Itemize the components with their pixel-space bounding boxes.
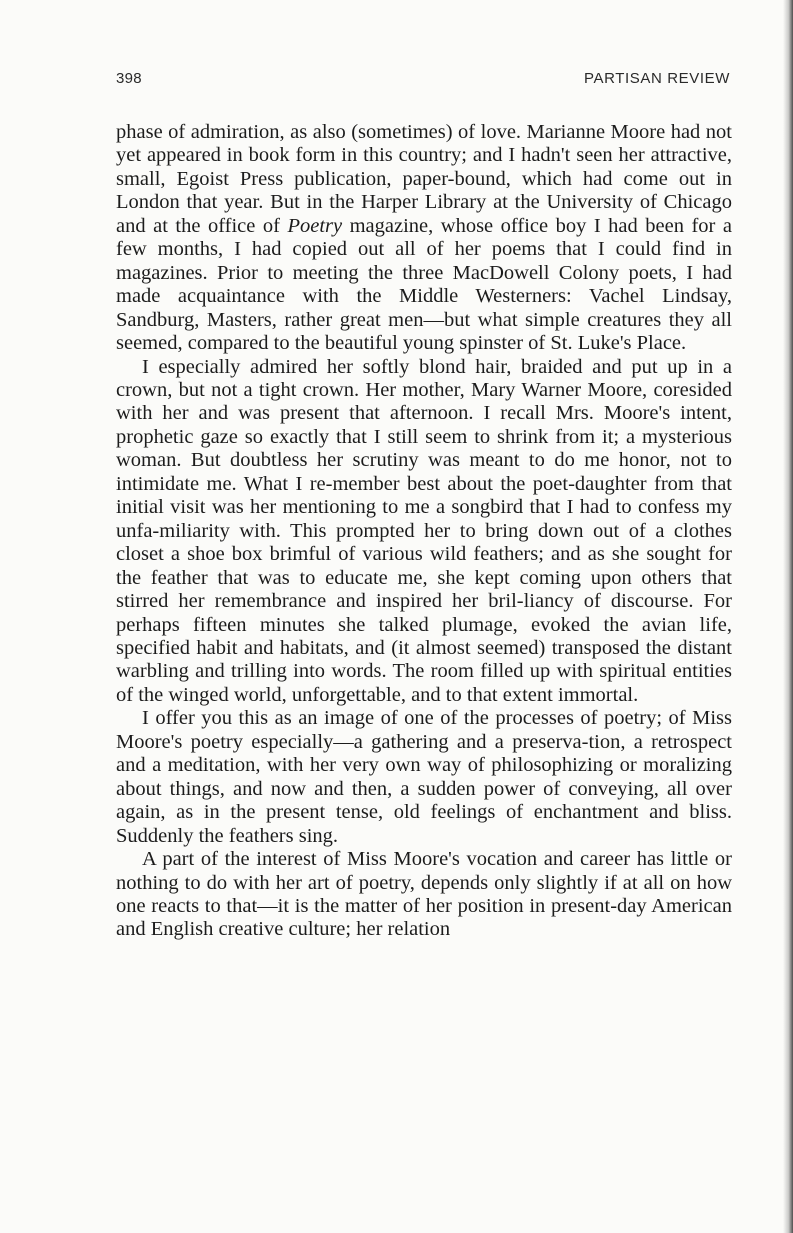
journal-title: PARTISAN REVIEW (584, 70, 730, 87)
running-head (116, 70, 730, 92)
page-edge-shadow (783, 0, 793, 1233)
paragraph-2: I especially admired her softly blond hair, braided and put up in a crown, but not a tight crown. Her mother, Mary Warner Moore, coresided with her and was present that afternoon. I recall Mrs. Moore's intent, prophetic gaze so exactly that I still seem to shrink from it; a mysterious woman. But doubtless her scrutiny was meant to do me honor, not to intimidate me. What I re-member best about the poet-daughter from that initial visit was her mentioning to me a songbird that I had to confess my unfa-miliarity with. This prompted her to bring down out of a clothes closet a shoe box brimful of various wild feathers; and as she sought for the feather that was to educate me, she kept coming upon others that stirred her remembrance and inspired her bril-liancy of discourse. For perhaps fifteen minutes she talked plumage, evoked the avian life, specified habit and habitats, and (it almost seemed) transposed the distant warbling and trilling into words. The room filled up with spiritual entities of the winged world, unforgettable, and to that extent immortal. (116, 355, 732, 706)
paragraph-1 (116, 121, 732, 356)
body-text (116, 121, 732, 942)
paragraph-4: A part of the interest of Miss Moore's vocation and career has little or nothing to do with her art of poetry, depends only slightly if at all on how one reacts to that—it is the matter of her position in present-day American and English creative culture; her relation (116, 848, 732, 941)
poetry-magazine-title: Poetry (287, 214, 343, 237)
page-number: 398 (116, 70, 142, 87)
paragraph-1-text-b: magazine, whose office boy I had been for a few months, I had copied out all of her poems that I could find in magazines. Prior to meeting the three MacDowell Colony poets, I had made acquaintance with the Middle Westerners: Vachel Lindsay, Sandburg, Masters, rather great men—but what simple creatures they all seemed, compared to the beautiful young spinster of St. Luke's Place. (116, 214, 732, 355)
paragraph-3: I offer you this as an image of one of the processes of poetry; of Miss Moore's poetry especially—a gathering and a preserva-tion, a retrospect and a meditation, with her very own way of philosophizing or moralizing about things, and now and then, a sudden power of conveying, all over again, as in the present tense, old feelings of enchantment and bliss. Suddenly the feathers sing. (116, 707, 732, 847)
paragraph-1-text-a: phase of admiration, as also (sometimes) of love. Marianne Moore had not yet appeared in book form in this country; and I hadn't seen her attractive, small, Egoist Press publication, paper-bound, which had come out in London that year. But in the Harper Library at the University of Chicago and at the office of (116, 121, 732, 237)
